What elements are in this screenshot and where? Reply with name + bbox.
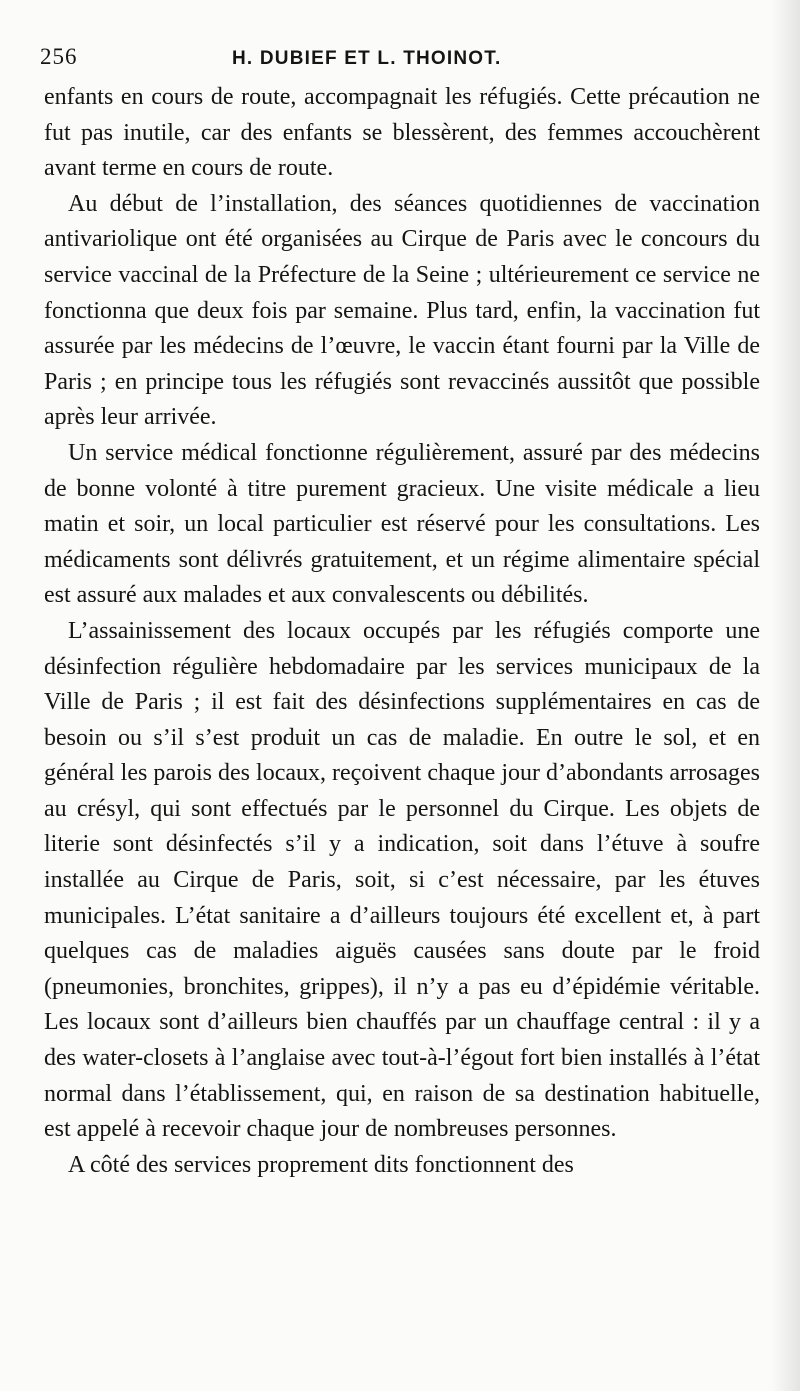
page-number: 256	[40, 44, 78, 69]
running-head: H. DUBIEF ET L. THOINOT.	[232, 48, 502, 69]
paragraph-medical-service: Un service médical fonctionne régulièrement, assuré par des médecins de bonne volonté à titre purement gracieux. Une visite médicale a lieu matin et soir, un local particulier est réservé pour les consultations. Les médicaments sont délivrés gratuitement, et un régime alimentaire spécial est assuré aux malades et aux convalescents ou débilités.	[44, 439, 760, 609]
paragraph-sanitation: L’assainissement des locaux occupés par les réfugiés comporte une désinfection régulière hebdomadaire par les services municipaux de la Ville de Paris ; il est fait des désinfections supplémentaires en cas de besoin ou s’il s’est produit un cas de maladie. En outre le sol, et en général les parois des locaux, reçoivent chaque jour d’abondants arrosages au crésyl, qui sont effectués par le personnel du Cirque. Les objets de literie sont désinfectés s’il y a indication, soit dans l’étuve à soufre installée au Cirque de Paris, soit, si c’est nécessaire, par les étuves municipales. L’état sanitaire a d’ailleurs toujours été excellent et, à part quelques cas de maladies aiguës causées sans doute par le froid (pneumonies, bronchites, grippes), il n’y a pas eu d’épidémie véritable. Les locaux sont d’ailleurs bien chauffés par un chauffage central : il y a des water-closets à l’anglaise avec tout-à-l’égout fort bien installés à l’état normal dans l’établissement, qui, en raison de sa destination habituelle, est appelé à recevoir chaque jour de nombreuses personnes.	[44, 617, 760, 1143]
paragraph-final: A côté des services proprement dits fonctionnent des	[68, 1151, 574, 1178]
body-text	[44, 80, 760, 1183]
paragraph-continuation: enfants en cours de route, accompagnait les réfugiés. Cette précaution ne fut pas inutile, car des enfants se blessèrent, des femmes accouchèrent avant terme en cours de route.	[44, 84, 760, 182]
paragraph-vaccination: Au début de l’installation, des séances quotidiennes de vaccination antivariolique ont été organisées au Cirque de Paris avec le concours du service vaccinal de la Préfecture de la Seine ; ultérieurement ce service ne fonctionna que deux fois par semaine. Plus tard, enfin, la vaccination fut assurée par les médecins de l’œuvre, le vaccin étant fourni par la Ville de Paris ; en principe tous les réfugiés sont revaccinés aussitôt que possible après leur arrivée.	[44, 190, 760, 431]
page-header	[40, 44, 760, 78]
